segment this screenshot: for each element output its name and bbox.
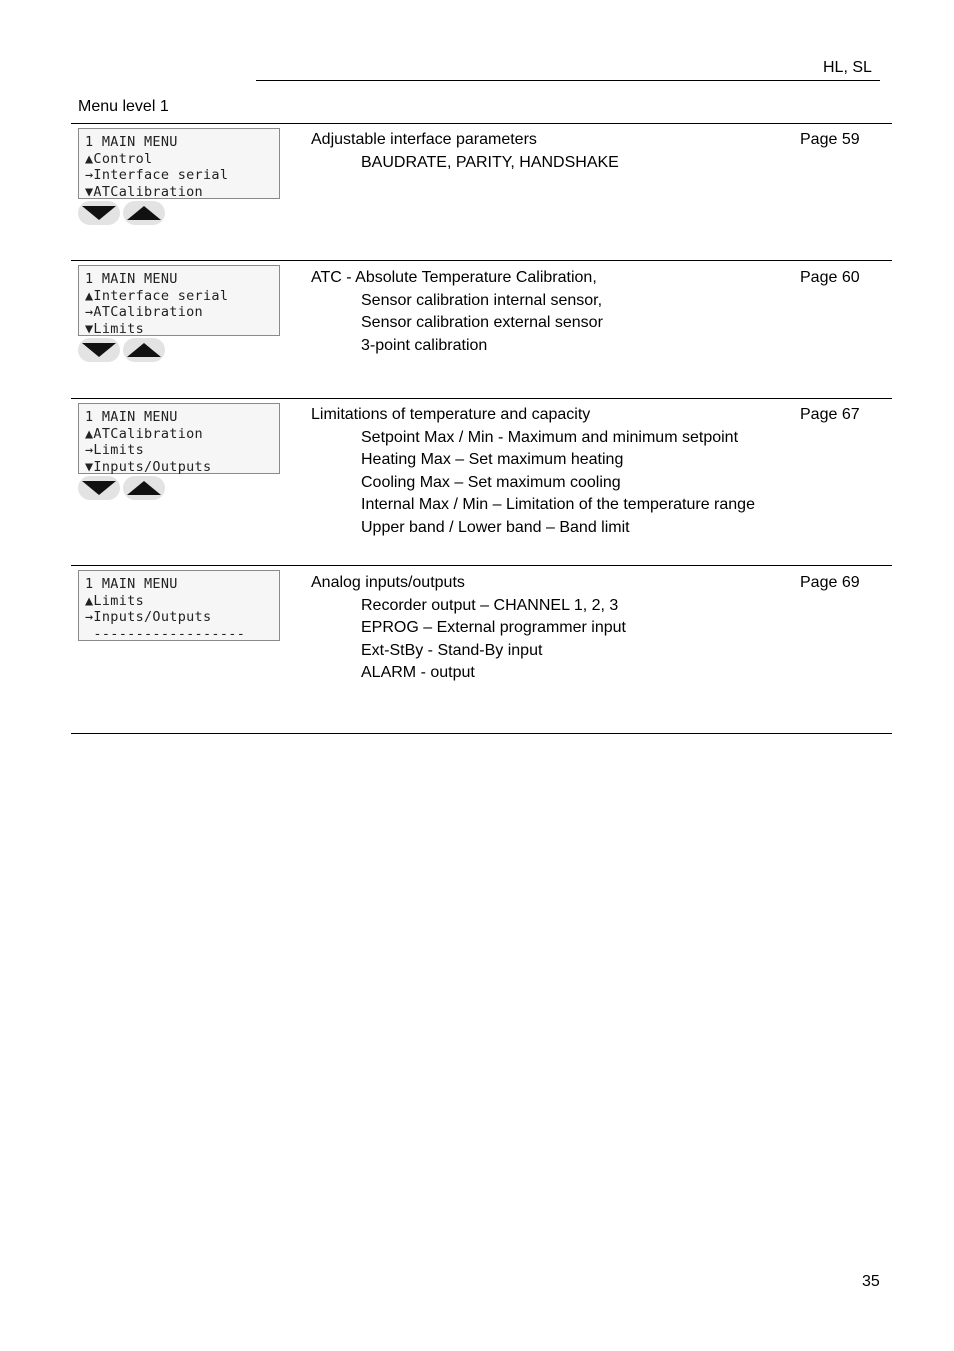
row-divider [71,260,892,261]
lcd-line: ▲Interface serial [85,287,229,304]
triangle-down-icon [78,476,120,500]
triangle-down-icon [78,201,120,225]
nav-buttons [78,201,168,225]
lcd-line: ------------------ [85,625,246,642]
table-bottom-rule [71,733,892,734]
lcd-line: 1 MAIN MENU [85,134,178,150]
lcd-display [78,265,280,336]
lcd-line: ▲ATCalibration [85,425,203,442]
up-button[interactable] [123,338,165,362]
page-reference: Page 67 [800,406,860,423]
down-button[interactable] [78,338,120,362]
lcd-line: →ATCalibration [85,304,203,320]
row-divider [71,398,892,399]
row-title: ATC - Absolute Temperature Calibration, [311,269,597,286]
lcd-line: →Interface serial [85,167,229,183]
lcd-line: →Limits [85,442,144,458]
up-button[interactable] [123,201,165,225]
row-title: Limitations of temperature and capacity [311,406,591,423]
row-item: Sensor calibration external sensor [361,314,603,332]
row-description [311,404,755,540]
lcd-display [78,570,280,641]
row-item: ALARM - output [361,664,475,682]
down-button[interactable] [78,476,120,500]
row-description [311,572,626,685]
lcd-display [78,403,280,474]
lcd-line: 1 MAIN MENU [85,271,178,287]
lcd-line: →Inputs/Outputs [85,609,212,625]
page-reference: Page 69 [800,574,860,591]
row-item: Sensor calibration internal sensor, [361,291,603,309]
lcd-display [78,128,280,199]
section-label: Menu level 1 [78,98,169,115]
triangle-up-icon [123,476,165,500]
row-item: Ext-StBy - Stand-By input [361,641,543,659]
page-number: 35 [862,1273,880,1290]
header-model-label: HL, SL [823,59,872,76]
triangle-up-icon [123,201,165,225]
row-divider [71,565,892,566]
down-button[interactable] [78,201,120,225]
lcd-line: ▲Limits [85,592,144,609]
row-description [311,129,619,174]
nav-buttons [78,338,168,362]
lcd-line: 1 MAIN MENU [85,576,178,592]
triangle-down-icon [78,338,120,362]
lcd-line: ▼Inputs/Outputs [85,458,212,475]
triangle-up-icon [123,338,165,362]
row-item: Recorder output – CHANNEL 1, 2, 3 [361,596,619,614]
page-reference: Page 59 [800,131,860,148]
lcd-line: ▼ATCalibration [85,183,203,200]
row-item: Cooling Max – Set maximum cooling [361,473,621,491]
row-item: Internal Max / Min – Limitation of the temperature range [361,496,755,514]
row-title: Analog inputs/outputs [311,574,465,591]
row-item: 3-point calibration [361,336,488,354]
row-item: Upper band / Lower band – Band limit [361,518,630,536]
row-description [311,267,603,357]
lcd-line: ▲Control [85,150,153,167]
row-item: EPROG – External programmer input [361,619,626,637]
row-item: Heating Max – Set maximum heating [361,451,624,469]
page-reference: Page 60 [800,269,860,286]
lcd-line: 1 MAIN MENU [85,409,178,425]
row-item: BAUDRATE, PARITY, HANDSHAKE [361,153,619,171]
up-button[interactable] [123,476,165,500]
header-rule [256,80,880,81]
row-item: Setpoint Max / Min - Maximum and minimum setpoint [361,428,739,446]
table-top-rule [71,123,892,124]
row-title: Adjustable interface parameters [311,131,537,148]
lcd-line: ▼Limits [85,320,144,337]
nav-buttons [78,476,168,500]
